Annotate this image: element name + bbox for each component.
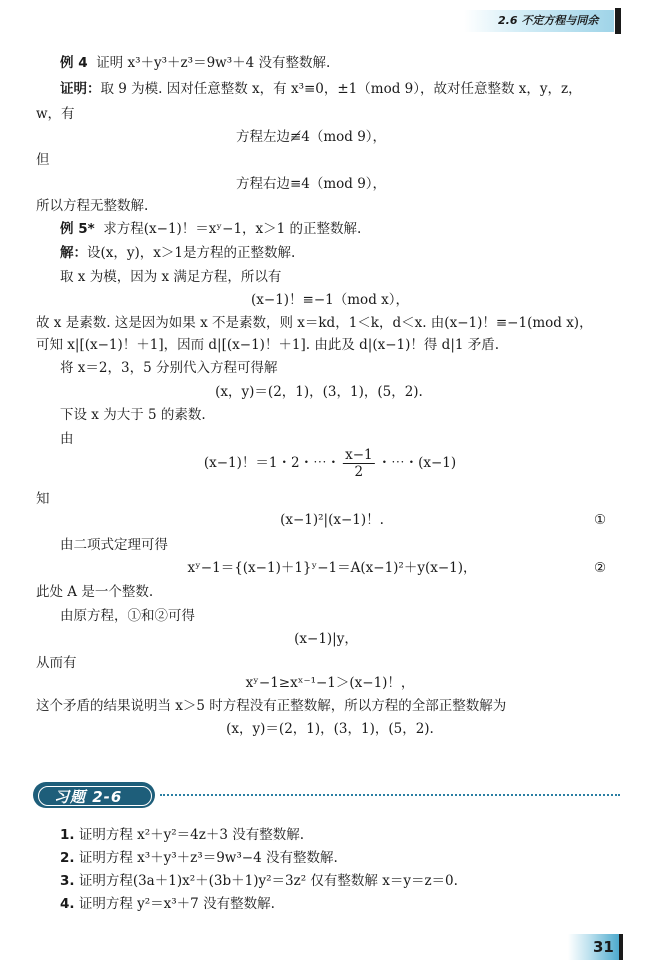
exercise-number: 3. xyxy=(60,873,75,889)
exercise-text: 证明方程 x³＋y³＋z³＝9w³−4 没有整数解. xyxy=(78,850,338,866)
example-5 xyxy=(60,220,361,238)
equation-1-number: ① xyxy=(594,512,607,528)
exercise-text: 证明方程 y²＝x³＋7 没有整数解. xyxy=(78,896,275,912)
proof-text-1: 取 9 为模. 因对任意整数 x，有 x³≡0，±1（mod 9），故对任意整数 x，y，z， xyxy=(100,81,582,97)
solution-line-4: 可知 x|[(x−1)！＋1]，因而 d|[(x−1)！＋1]. 由此及 d|(x−1)！得 d|1 矛盾. xyxy=(36,337,500,353)
proof-label: 证明： xyxy=(60,81,101,97)
exercise-item xyxy=(60,826,304,844)
exercise-title: 习题 2-6 xyxy=(54,788,123,806)
exercise-item xyxy=(60,895,275,913)
solution-line-2: 取 x 为模，因为 x 满足方程，所以有 xyxy=(60,269,282,285)
fraction xyxy=(343,447,375,480)
factorial-left: (x−1)！＝1・2・⋯・ xyxy=(203,455,341,471)
fraction-numerator: x−1 xyxy=(345,447,373,463)
solution-line-5: 将 x＝2，3，5 分别代入方程可得解 xyxy=(60,360,278,376)
equation-final: (x，y)＝(2，1)，(3，1)，(5，2). xyxy=(226,721,434,737)
solution-line-6: 下设 x 为大于 5 的素数. xyxy=(60,407,206,423)
solution-label: 解： xyxy=(60,245,87,261)
equation-inequality: xʸ−1≥xˣ⁻¹−1＞(x−1)！， xyxy=(245,675,415,691)
you-text: 由 xyxy=(60,431,74,447)
exercise-number: 1. xyxy=(60,827,75,843)
equation-right-side: 方程右边≡4（mod 9）， xyxy=(235,176,387,192)
from-original-text: 由原方程，①和②可得 xyxy=(60,608,195,624)
factorial-right: ・⋯・(x−1) xyxy=(377,455,457,471)
page-number: 31 xyxy=(593,938,614,956)
equation-2-number: ② xyxy=(594,560,607,576)
exercise-text: 证明方程 x²＋y²＝4z＋3 没有整数解. xyxy=(78,827,305,843)
exercise-number: 4. xyxy=(60,896,75,912)
exercise-text: 证明方程(3a＋1)x²＋(3b＋1)y²＝3z² 仅有整数解 x＝y＝z＝0. xyxy=(78,873,458,889)
equation-divides: (x−1)|y， xyxy=(294,631,358,647)
a-integer-text: 此处 A 是一个整数. xyxy=(36,584,154,600)
conclusion-4: 所以方程无整数解. xyxy=(36,198,149,214)
proof-line-1 xyxy=(60,80,582,98)
proof-line-2: w，有 xyxy=(36,106,75,122)
example-4-label: 例 4 xyxy=(60,55,88,71)
solution-line-3: 故 x 是素数. 这是因为如果 x 不是素数，则 x＝kd，1＜k，d＜x. 由(x−1)！≡−1(mod x)， xyxy=(36,315,593,331)
equation-left-side: 方程左边≢4（mod 9）， xyxy=(235,129,387,145)
equation-factorial xyxy=(204,446,456,480)
but-text: 但 xyxy=(36,152,50,168)
binomial-text: 由二项式定理可得 xyxy=(60,537,168,553)
equation-wilson: (x−1)！≡−1（mod x）， xyxy=(251,292,409,308)
thus-text: 从而有 xyxy=(36,655,77,671)
example-5-label: 例 5* xyxy=(60,221,95,237)
fraction-denominator: 2 xyxy=(354,464,364,480)
page-number-edge xyxy=(619,934,623,960)
solution-line-1 xyxy=(60,244,295,262)
exercise-item xyxy=(60,872,458,890)
equation-2: xʸ−1＝{(x−1)＋1}ʸ−1＝A(x−1)²＋y(x−1)， xyxy=(187,560,477,576)
example-4-text: 证明 x³＋y³＋z³＝9w³＋4 没有整数解. xyxy=(96,55,331,71)
section-header: 2.6 不定方程与同余 xyxy=(498,14,599,27)
zhi-text: 知 xyxy=(36,491,50,507)
example-4 xyxy=(60,54,330,72)
equation-1: (x−1)²|(x−1)！. xyxy=(280,512,384,528)
solution-text-1: 设(x，y)，x＞1是方程的正整数解. xyxy=(87,245,296,261)
header-bar xyxy=(615,8,621,34)
exercise-item xyxy=(60,849,338,867)
example-5-text: 求方程(x−1)！＝xʸ−1，x＞1 的正整数解. xyxy=(103,221,362,237)
contradiction-text: 这个矛盾的结果说明当 x＞5 时方程没有正整数解，所以方程的全部正整数解为 xyxy=(36,698,507,714)
exercise-divider xyxy=(160,794,620,796)
exercise-number: 2. xyxy=(60,850,75,866)
equation-small-solutions: (x，y)＝(2，1)，(3，1)，(5，2). xyxy=(215,384,423,400)
